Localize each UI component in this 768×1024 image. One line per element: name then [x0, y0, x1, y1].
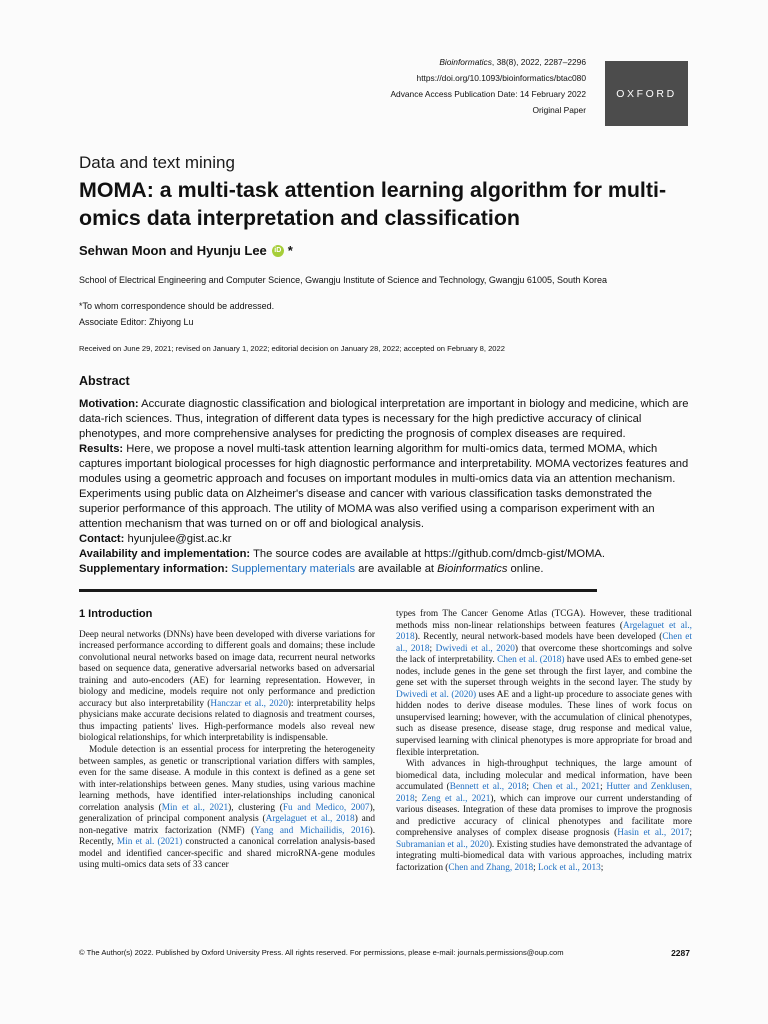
oxford-logo: OXFORD — [605, 61, 688, 126]
body-text: ): interpretability helps physicians make accurate decisions related to diagnosis and treatment courses, thus impacting patients' lives. High-performance models also reveal new biological relationships, for which interpretability is indispensable. — [79, 698, 375, 744]
body-text: Deep neural networks (DNNs) have been developed with diverse variations for increased performance according to different goals and domains; these include convolutional neural networks based on image data, recurrent neural networks based on sequence data, generative adversarial networks based on adversarial training and auto-encoders (AE) for learning representation. However, in biology and medicine, models require not only performance and prediction accuracy but also interpretability ( — [79, 629, 375, 709]
journal-citation: Bioinformatics, 38(8), 2022, 2287–2296 — [439, 57, 586, 67]
body-text: ), clustering ( — [228, 802, 283, 813]
citation-link[interactable]: Zeng et al., 2021 — [421, 793, 491, 804]
intro-paragraph — [79, 630, 375, 745]
citation-link[interactable]: Fu and Medico, 2007 — [282, 802, 370, 813]
citation-link[interactable]: Argelaguet et al., 2018 — [396, 620, 692, 643]
body-text: ; — [600, 863, 604, 874]
affiliation: School of Electrical Engineering and Computer Science, Gwangju Institute of Science and Technology, Gwangju 61005, South Korea — [79, 275, 607, 285]
page-number: 2287 — [671, 948, 690, 958]
citation-link[interactable]: Argelaguet et al., 2018 — [265, 814, 355, 825]
doi-link[interactable]: https://doi.org/10.1093/bioinformatics/btac080 — [416, 73, 586, 83]
body-text: ). Existing studies have demonstrated the advantage of integrating multi-biomedical data with various approaches, including matrix factorization ( — [396, 839, 692, 874]
associate-editor: Associate Editor: Zhiyong Lu — [79, 317, 194, 327]
journal-name: Bioinformatics — [439, 57, 492, 67]
article-category: Data and text mining — [79, 153, 235, 172]
citation-link[interactable]: Lock et al., 2013 — [538, 863, 601, 874]
citation-link[interactable]: Chen and Zhang, 2018 — [448, 863, 534, 874]
abstract-contact: Contact: hyunjulee@gist.ac.kr — [79, 533, 232, 545]
citation-link[interactable]: Subramanian et al., 2020 — [396, 839, 489, 850]
article-title: MOMA: a multi-task attention learning algorithm for multi-omics data interpretation and classification — [79, 178, 667, 230]
body-text: ; — [533, 863, 539, 874]
body-text: uses AE and a light-up procedure to associate genes with hidden nodes to derive disease modules. These lines of work focus on unsupervised learning; however, with the accumulation of clinical phenotypes, such as disease presence, disease stage, drug response and medical value, supervised learning with clinical phenotypes is more appropriate for broad and flexible interpretation. — [396, 689, 692, 758]
citation-link[interactable]: Hasin et al., 2017 — [617, 828, 690, 839]
page-footer — [79, 948, 690, 958]
body-text: ; — [414, 793, 422, 804]
body-text: ; — [689, 828, 693, 839]
received-dates: Received on June 29, 2021; revised on January 1, 2022; editorial decision on January 28, 2022; accepted on February 8, 2022 — [79, 344, 505, 353]
orcid-icon[interactable]: iD — [272, 245, 284, 257]
abstract-results: Results: Here, we propose a novel multi-task attention learning algorithm for multi-omics data, termed MOMA, which captures important biological processes for high diagnostic performance and interpretability. MOMA vectorizes features and modules using a geometric approach and focuses on important modules in multi-omics data via an attention mechanism. Experiments using public data on Alzheimer's disease and cancer with various classification tasks demonstrated the superior performance of this approach. The utility of MOMA was also verified using a comparison experiment with an attention mechanism that was turned on or off and biological analysis. — [79, 443, 689, 530]
abstract-availability: Availability and implementation: The source codes are available at https://github.com/dmcb-gist/MOMA. — [79, 548, 606, 560]
citation-link[interactable]: Dwivedi et al. (2020) — [396, 689, 477, 700]
intro-paragraph — [396, 609, 692, 759]
author-names[interactable]: Sehwan Moon and Hyunju Lee — [79, 243, 267, 258]
citation-link[interactable]: Hanczar et al., 2020 — [210, 698, 288, 709]
body-text: With advances in high-throughput techniques, the large amount of biomedical data, including molecular and medical information, have been accumulated ( — [396, 759, 692, 793]
correspondence-note: *To whom correspondence should be addressed. — [79, 301, 275, 311]
body-text: ), which can improve our current understanding of various diseases. Integration of these data promises to improve the prognosis and predictive accuracy of clinical phenotypes and facilitate more comprehensive analyses of complex disease prognosis ( — [396, 793, 692, 839]
section-divider — [79, 589, 597, 592]
publication-date: Advance Access Publication Date: 14 February 2022 — [390, 89, 586, 99]
corresponding-mark: * — [287, 243, 293, 258]
left-column — [79, 609, 375, 872]
right-column — [396, 609, 692, 875]
abstract-supplementary: Supplementary information: Supplementary materials are available at Bioinformatics online. — [79, 563, 544, 575]
contact-email[interactable]: hyunjulee@gist.ac.kr — [127, 533, 232, 545]
citation-link[interactable]: Chen et al., 2018 — [396, 632, 692, 654]
body-text: ; — [600, 782, 607, 793]
correspondence-block — [79, 298, 274, 330]
citation-link[interactable]: Min et al. (2021) — [116, 837, 183, 848]
body-text: Module detection is an essential process for interpreting the heterogeneity between samples, as genetic or transcriptional variation differs with samples, even for the same disease. A module in this context is defined as a gene set with inter-relationships between genes. Many studies, using various machine learning methods, have identified inter-relationships including canonical correlation analysis ( — [79, 745, 375, 813]
body-text: types from The Cancer Genome Atlas (TCGA). However, these traditional methods miss non-linear relationships between features ( — [396, 609, 692, 631]
intro-paragraph — [396, 759, 692, 874]
body-text: constructed a canonical correlation analysis-based model and identified cancer-specific and shared microRNA-gene modules using multi-omics data sets of 33 cancer — [79, 837, 375, 871]
citation-link[interactable]: Yang and Michailidis, 2016 — [254, 825, 370, 836]
citation-link[interactable]: Min et al., 2021 — [161, 802, 229, 813]
abstract-motivation: Motivation: Accurate diagnostic classification and biological interpretation are important in biology and medicine, which are data-rich sciences. Thus, integration of different data types is necessary for the high predictive accuracy of clinical phenotypes, and more comprehensive analyses for predicting the prognosis of complex diseases are required. — [79, 398, 689, 440]
abstract-heading: Abstract — [79, 374, 130, 388]
paper-type: Original Paper — [532, 105, 586, 115]
citation-link[interactable]: Bennett et al., 2018 — [449, 782, 527, 793]
citation-link[interactable]: Hutter and Zenklusen, 2018 — [396, 782, 692, 804]
body-text: ) that overcome these shortcomings and solve the lack of interpretability. — [396, 643, 692, 666]
citation-link[interactable]: Dwivedi et al., 2020 — [435, 643, 515, 654]
journal-header — [266, 54, 586, 118]
citation-link[interactable]: Chen et al. (2018) — [497, 655, 565, 666]
supplementary-link[interactable]: Supplementary materials — [231, 563, 356, 575]
copyright-notice: © The Author(s) 2022. Published by Oxford University Press. All rights reserved. For permissions, please e-mail: journals.permissions@oup.com — [79, 948, 564, 957]
body-text: ). Recently, neural network-based models have been developed ( — [414, 632, 663, 643]
body-text: ) and non-negative matrix factorization (NMF) ( — [79, 814, 376, 836]
body-text: ), generalization of principal component analysis ( — [79, 802, 375, 825]
body-text: ; — [526, 782, 533, 793]
abstract — [79, 374, 691, 577]
body-text: have used AEs to embed gene-set nodes, include genes in the gene set through the first layer, and combine the gene set with the superset through weights in the second layer. The study by — [396, 655, 692, 689]
body-text: ; — [429, 643, 436, 654]
section-heading: 1 Introduction — [79, 608, 153, 620]
citation-link[interactable]: Chen et al., 2021 — [532, 782, 601, 793]
body-text: ). Recently, — [79, 825, 376, 848]
intro-paragraph — [79, 745, 375, 872]
author-line — [79, 243, 293, 258]
